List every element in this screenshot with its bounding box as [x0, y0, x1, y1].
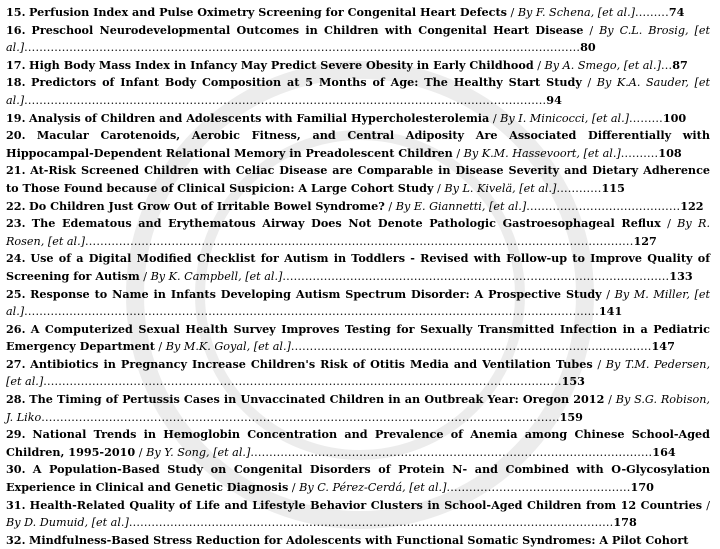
entry-page-number: 170 [630, 480, 654, 495]
entry-number: 31. [6, 497, 26, 512]
entry-page-number: 74 [668, 5, 685, 19]
entry-author: By K.A. Sauder, [et al.] [6, 76, 710, 107]
entry-leader-dots: ................................................................................................ [290, 340, 652, 354]
entry-number: 22. [6, 198, 26, 213]
entry-page-number: 141 [598, 304, 623, 319]
entry-author: By I. Minicocci, [et al.] [500, 111, 630, 125]
entry-page-number: 87 [672, 57, 688, 72]
entry-leader-dots: ... [660, 58, 673, 72]
entry-author: By A. Smego, [et al.] [544, 58, 661, 72]
entry-number: 24. [6, 251, 26, 266]
entry-separator: / [288, 481, 300, 495]
entry-author: By M. Miller, [et al.] [6, 287, 710, 319]
entry-leader-dots: .................................................................................................................................................... [24, 41, 581, 55]
entry-title: A Computerized Sexual Health Survey Improves Testing for Sexually Transmitted Infection in a Pediatric Emergency Department [6, 321, 710, 354]
entry-number: 25. [6, 286, 26, 301]
entry-title: High Body Mass Index in Infancy May Predict Severe Obesity in Early Childhood [29, 57, 534, 72]
toc-entry[interactable] [6, 461, 710, 496]
entry-leader-dots: ......... [629, 111, 663, 125]
entry-separator: / [135, 445, 147, 459]
entry-page-number: 153 [561, 374, 585, 389]
entry-leader-dots: ............ [556, 181, 602, 195]
entry-separator: / [702, 498, 710, 512]
entry-author: By E. Giannetti, [et al.] [395, 199, 527, 213]
entry-number: 29. [6, 427, 26, 442]
entry-leader-dots: .................................................................................................................................................. [85, 234, 634, 248]
entry-number: 26. [6, 321, 26, 336]
toc-entry[interactable] [6, 426, 710, 461]
entry-separator: / [384, 199, 396, 213]
entry-separator: / [139, 269, 151, 283]
entry-separator: / [433, 181, 445, 195]
entry-title: Predictors of Infant Body Composition at 5 Months of Age: The Healthy Start Study [31, 75, 582, 90]
entry-page-number: 133 [669, 268, 693, 283]
entry-separator: / [660, 217, 678, 231]
entry-leader-dots: .......................................................................................................................................... [43, 375, 562, 389]
toc-entry[interactable] [6, 4, 710, 22]
entry-author: By F. Schena, [et al.] [517, 6, 636, 19]
entry-author: By C. Pérez-Cerdá, [et al.] [299, 481, 447, 495]
entry-title: Mindfulness-Based Stress Reduction for Adolescents with Functional Somatic Syndromes: A Pilot Cohort [29, 532, 689, 547]
entry-title: The Timing of Pertussis Cases in Unvaccinated Children in an Outbreak Year: Oregon 2012 [29, 392, 605, 407]
toc-entry[interactable] [6, 74, 710, 109]
entry-leader-dots: ......................................... [526, 199, 681, 213]
entry-page-number: 80 [580, 40, 596, 55]
entry-title: Health-Related Quality of Life and Lifestyle Behavior Clusters in School-Aged Children from 12 Countries [29, 497, 703, 512]
entry-author: By K.M. Hassevoort, [et al.] [463, 146, 621, 160]
toc-entry[interactable] [6, 532, 710, 549]
entry-author: By C.L. Brosig, [et al.] [6, 23, 710, 55]
entry-title: A Population-Based Study on Congenital Disorders of Protein N- and Combined with O-Glycosylation Experience in Clinical and Genetic Diagnosis [6, 462, 710, 495]
entry-title: Use of a Digital Modified Checklist for Autism in Toddlers - Revised with Follow-up to Improve Quality of Screening for Autism [6, 251, 711, 283]
toc-entry[interactable] [6, 321, 710, 356]
entry-page-number: 115 [601, 180, 625, 195]
entry-page-number: 159 [559, 409, 583, 424]
entry-page-number: 122 [680, 198, 704, 213]
entry-separator: / [533, 58, 545, 72]
entry-leader-dots: ......................................................................................................................................................... [24, 305, 599, 319]
entry-leader-dots: ......... [635, 6, 669, 19]
entry-page-number: 178 [613, 515, 637, 530]
entry-number: 21. [6, 163, 26, 178]
entry-number: 20. [6, 128, 26, 143]
entry-number: 30. [6, 462, 26, 477]
entry-number: 16. [6, 22, 26, 37]
entry-leader-dots: ........................................................................................................... [250, 445, 653, 459]
entry-leader-dots: .......... [620, 146, 659, 160]
entry-leader-dots: ................................................................................................................................. [128, 516, 614, 530]
entry-separator: / [452, 146, 464, 160]
toc-entry[interactable] [6, 22, 710, 57]
entry-separator: / [581, 76, 597, 90]
entry-page-number: 127 [633, 233, 657, 248]
entry-author: By L. Kivelä, [et al.] [444, 181, 557, 195]
entry-page-number: 108 [658, 145, 682, 160]
toc-entry[interactable] [6, 286, 710, 321]
entry-leader-dots: .......................................................................................................................................... [41, 410, 560, 424]
entry-title: The Edematous and Erythematous Airway Does Not Denote Pathologic Gastroesophageal Reflux [31, 216, 661, 231]
entry-number: 17. [6, 57, 26, 72]
entry-title: Perfusion Index and Pulse Oximetry Screening for Congenital Heart Defects [29, 5, 507, 19]
entry-leader-dots: ........................................................................................................................................... [24, 93, 547, 107]
entry-number: 28. [6, 392, 26, 407]
toc-entry[interactable] [6, 198, 710, 216]
entry-title: Response to Name in Infants Developing Autism Spectrum Disorder: A Prospective Study [30, 286, 602, 301]
entry-title: Preschool Neurodevelopmental Outcomes in Children with Congenital Heart Disease [31, 22, 584, 37]
entry-number: 27. [6, 356, 26, 371]
entry-title: At-Risk Screened Children with Celiac Disease are Comparable in Disease Severity and Dietary Adherence to Those Found because of Clinical Suspicion: A Large Cohort Study [6, 163, 710, 195]
entry-page-number: 100 [662, 110, 687, 125]
toc-entry[interactable] [6, 356, 710, 391]
entry-leader-dots: ................................................. [446, 481, 631, 495]
entry-separator: / [583, 23, 600, 37]
entry-separator: / [506, 6, 518, 19]
entry-page-number: 164 [652, 444, 676, 459]
entry-number: 19. [6, 110, 26, 125]
toc-entry[interactable] [6, 215, 710, 250]
entry-number: 32. [6, 532, 26, 547]
entry-author: By K. Campbell, [et al.] [150, 269, 283, 283]
entry-author: By D. Dumuid, [et al.] [6, 516, 129, 530]
entry-leader-dots: ....................................................................................................... [282, 269, 670, 283]
toc-entry[interactable] [6, 110, 710, 128]
entry-number: 15. [6, 5, 26, 19]
entry-separator: / [604, 393, 616, 407]
table-of-contents [6, 4, 710, 549]
entry-number: 18. [6, 75, 26, 90]
entry-title: National Trends in Hemoglobin Concentration and Prevalence of Anemia among Chinese School-Aged Children, 1995-2010 [6, 427, 710, 459]
toc-entry[interactable] [6, 162, 710, 197]
entry-title: Macular Carotenoids, Aerobic Fitness, and Central Adiposity Are Associated Differentially with Hippocampal-Dependent Relational Memory in Preadolescent Children [6, 128, 710, 160]
entry-author: By Y. Song, [et al.] [146, 445, 251, 459]
entry-title: Antibiotics in Pregnancy Increase Children's Risk of Otitis Media and Ventilation Tubes [30, 356, 593, 371]
entry-separator: / [489, 111, 501, 125]
entry-title: Do Children Just Grow Out of Irritable Bowel Syndrome? [29, 198, 385, 213]
toc-entry[interactable] [6, 391, 710, 426]
entry-separator: / [592, 357, 606, 371]
toc-entry[interactable] [6, 497, 710, 532]
entry-title: Analysis of Children and Adolescents with Familial Hypercholesterolemia [29, 110, 490, 125]
entry-author: By M.K. Goyal, [et al.] [165, 340, 291, 354]
toc-entry[interactable] [6, 250, 710, 285]
entry-page-number: 147 [651, 339, 675, 354]
entry-separator: / [154, 340, 166, 354]
entry-number: 23. [6, 216, 26, 231]
entry-author: By T.M. Pedersen, [et al.] [6, 357, 711, 389]
entry-author: By S.G. Robison, J. Liko [6, 393, 710, 424]
entry-author: By R. Rosen, [et al.] [6, 217, 711, 248]
toc-entry[interactable] [6, 57, 710, 75]
entry-separator: / [601, 287, 615, 301]
toc-entry[interactable] [6, 127, 710, 162]
entry-page-number: 94 [546, 92, 562, 107]
